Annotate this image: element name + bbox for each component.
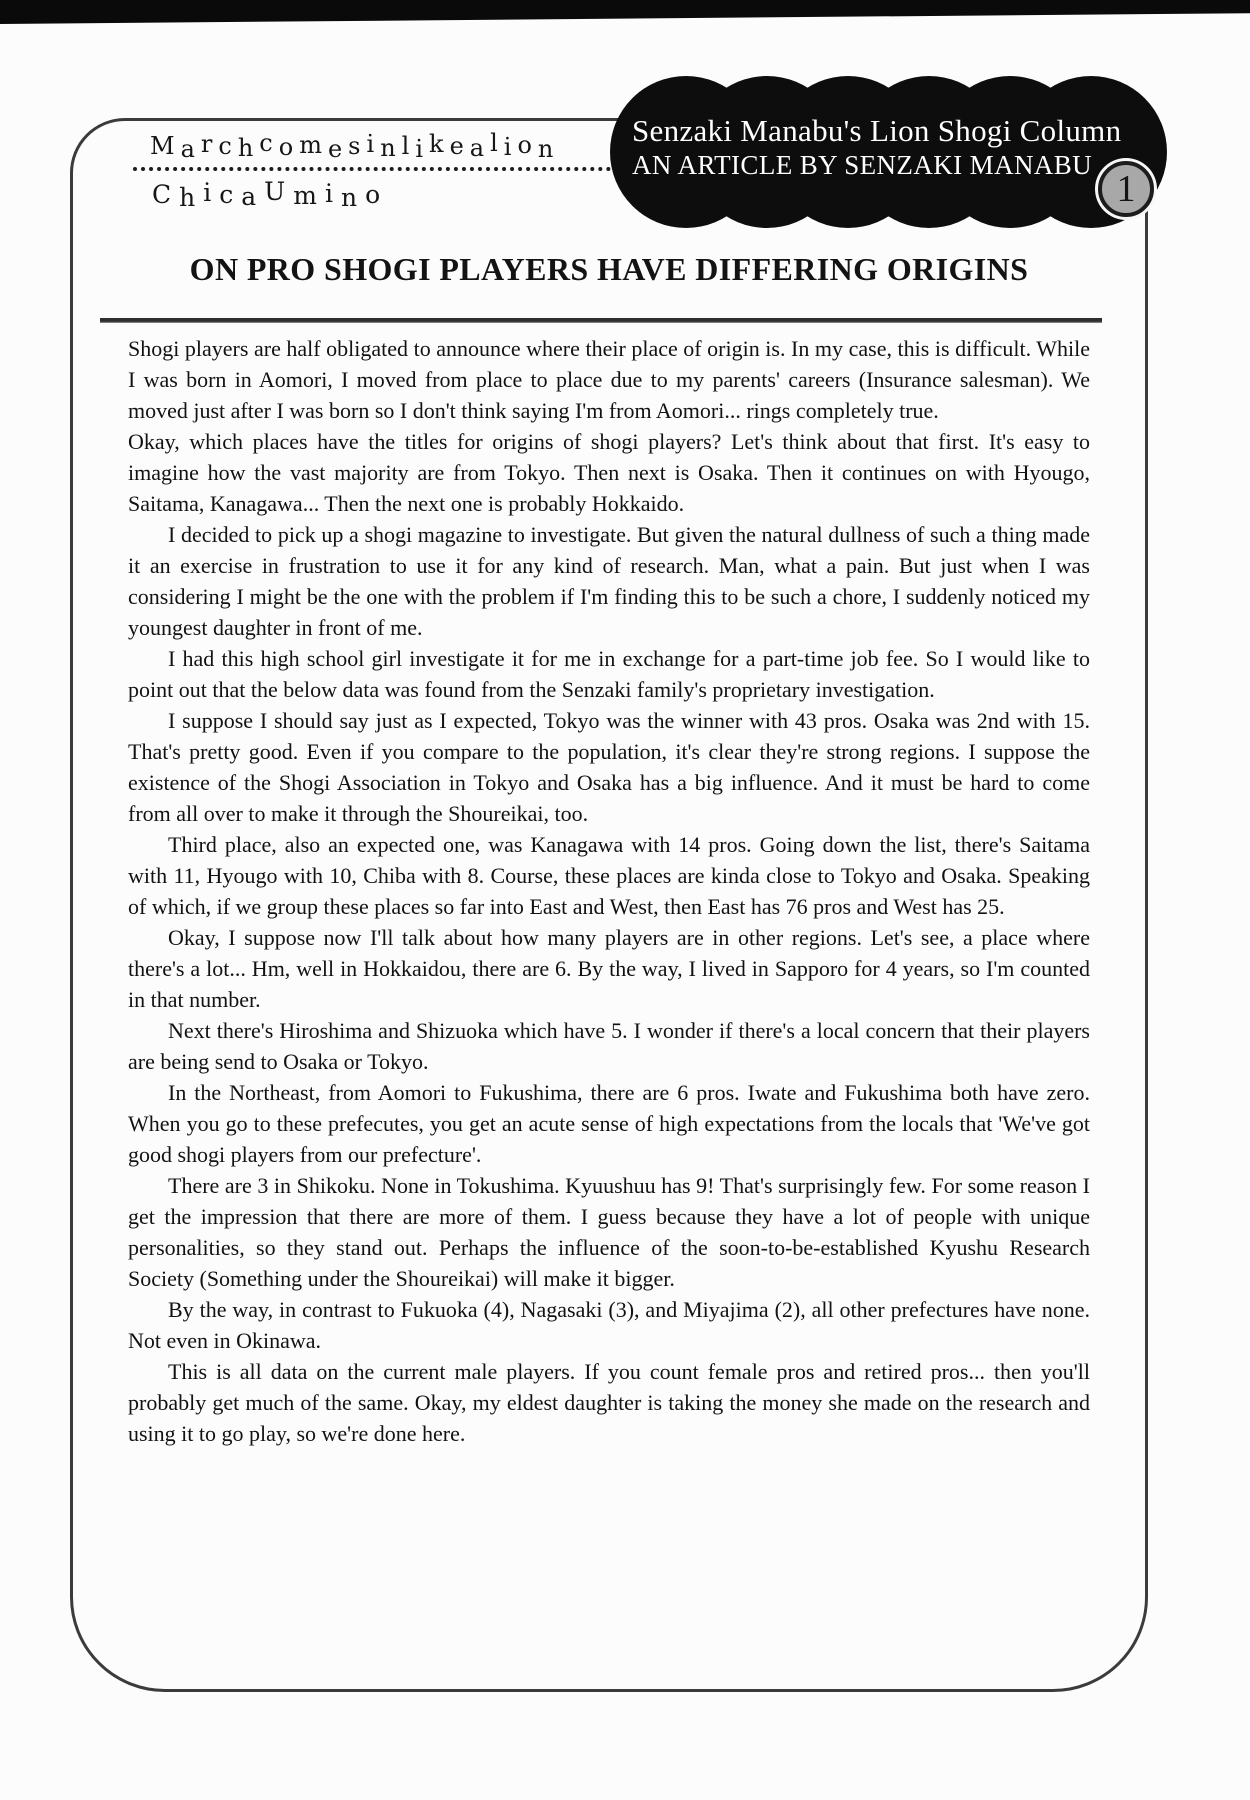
- article-paragraph: This is all data on the current male players. If you count female pros and retired pros... then you'll probably get much of the same. Okay, my eldest daughter is taking the money she made on the research and using it to go play, so we're done here.: [128, 1359, 1090, 1446]
- article-body: [128, 333, 1090, 1449]
- article-paragraph: Okay, I suppose now I'll talk about how many players are in other regions. Let's see, a place where there's a lot... Hm, well in Hokkaidou, there are 6. By the way, I lived in Sapporo for 4 years, so I'm counted in that number.: [128, 925, 1090, 1012]
- series-title: Marchcomesinlikealion: [150, 129, 560, 163]
- article-paragraph: Shogi players are half obligated to announce where their place of origin is. In my case, this is difficult. While I was born in Aomori, I moved from place to place due to my parents' careers (Insurance salesman). We moved just after I was born so I don't think saying I'm from Aomori... rings completely true.: [128, 336, 1090, 423]
- article-paragraph: Okay, which places have the titles for origins of shogi players? Let's think about that first. It's easy to imagine how the vast majority are from Tokyo. Then next is Osaka. Then it continues on with Hyougo, Saitama, Kanagawa... Then the next one is probably Hokkaido.: [128, 429, 1090, 516]
- article-paragraph: I decided to pick up a shogi magazine to investigate. But given the natural dullness of such a thing made it an exercise in frustration to use it for any kind of research. Man, what a pain. But just when I was considering I might be the one with the problem if I'm finding this to be such a chore, I suddenly noticed my youngest daughter in front of me.: [128, 522, 1090, 640]
- article-box: [70, 118, 1148, 1692]
- title-rule: [100, 318, 1102, 323]
- article-paragraph: I had this high school girl investigate it for me in exchange for a part-time job fee. So I would like to point out that the below data was found from the Senzaki family's proprietary investigation.: [128, 646, 1090, 702]
- article-paragraph: Third place, also an expected one, was Kanagawa with 14 pros. Going down the list, there's Saitama with 11, Hyougo with 10, Chiba with 8. Course, these places are kinda close to Tokyo and Osaka. Speaking of which, if we group these places so far into East and West, then East has 76 pros and West has 25.: [128, 832, 1090, 919]
- article-title: ON PRO SHOGI PLAYERS HAVE DIFFERING ORIGINS: [189, 251, 1029, 287]
- article-paragraph: There are 3 in Shikoku. None in Tokushima. Kyuushuu has 9! That's surprisingly few. For some reason I get the impression that there are more of them. I guess because they have a lot of people with unique personalities, so they stand out. Perhaps the influence of the soon-to-be-established Kyushu Research Society (Something under the Shoureikai) will make it bigger.: [128, 1173, 1090, 1291]
- article-paragraph: By the way, in contrast to Fukuoka (4), Nagasaki (3), and Miyajima (2), all other prefectures have none. Not even in Okinawa.: [128, 1297, 1090, 1353]
- badge-text: [632, 112, 1152, 181]
- column-badge: [610, 74, 1168, 230]
- article-paragraph: I suppose I should say just as I expected, Tokyo was the winner with 43 pros. Osaka was 2nd with 15. That's pretty good. Even if you compare to the population, it's clear they're strong regions. I suppose the existence of the Shogi Association in Tokyo and Osaka has a big influence. And it must be hard to come from all over to make it through the Shoureikai, too.: [128, 708, 1090, 826]
- badge-title: Senzaki Manabu's Lion Shogi Column: [632, 113, 1122, 148]
- author-name: ChicaUmino: [152, 177, 389, 212]
- article-paragraph: Next there's Hiroshima and Shizuoka which have 5. I wonder if there's a local concern that their players are being send to Osaka or Tokyo.: [128, 1018, 1090, 1074]
- badge-subtitle: AN ARTICLE BY SENZAKI MANABU: [632, 150, 1093, 180]
- top-black-bar: [0, 0, 1250, 24]
- page-number-badge: 1: [1098, 161, 1154, 217]
- article-paragraph: In the Northeast, from Aomori to Fukushima, there are 6 pros. Iwate and Fukushima both have zero. When you go to these prefecutes, you get an acute sense of high expectations from the locals that 'We've got good shogi players from our prefecture'.: [128, 1080, 1090, 1167]
